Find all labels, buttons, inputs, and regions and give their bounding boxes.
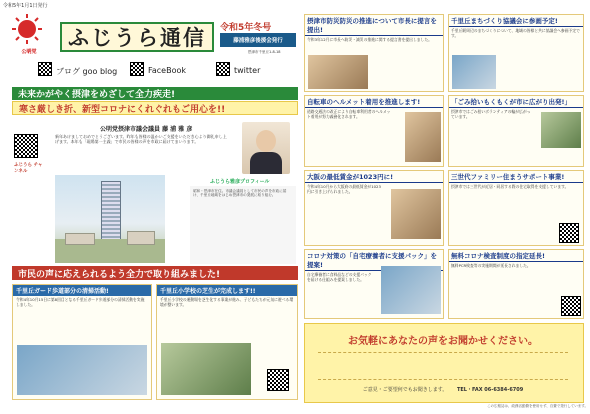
profile-heading: ふじうら雅彦プロフィール (210, 179, 270, 185)
cleanup-text: 令和4年10月15日に第8回目となる千里丘ガード歩道部分の清掃活動を実施しました。 (16, 297, 145, 307)
wage-title: 大阪の最低賃金が1023円に! (305, 171, 443, 183)
illustration-note (14, 180, 50, 260)
wage-photo (391, 189, 441, 239)
issue-label: 令和5年冬号 (220, 23, 272, 33)
trash-text: 摂津市ではごみ拾いボランティアの輪が広がっています。 (451, 109, 531, 119)
helmet-photo (405, 112, 441, 162)
lawn-section (156, 284, 298, 400)
contact-subtitle (318, 386, 568, 393)
family-title: 三世代ファミリー住まうサポート事業! (449, 171, 583, 183)
trash-photo (541, 112, 581, 148)
newsletter-title: ふじうら通信 (68, 25, 206, 50)
blog-qr-code[interactable] (38, 62, 52, 76)
twitter-label[interactable]: twitter (234, 66, 261, 75)
covid-pack-section (304, 249, 444, 319)
facebook-label[interactable]: FaceBook (148, 66, 186, 75)
covid-test-text: 無料PCR検査等の実施期間が延長されました。 (451, 263, 531, 268)
trash-title: 「ごみ拾いもくもくが市に広がり出発!」 (449, 96, 583, 108)
covid-test-title: 無料コロナ検査制度の指定延長! (449, 250, 583, 262)
town-title: 千里丘まちづくり協議会に参画予定! (449, 15, 583, 27)
cleanup-photo (17, 345, 147, 395)
family-section (448, 170, 584, 246)
youtube-label[interactable]: ふじうら チャンネル (14, 163, 43, 174)
facebook-qr-code[interactable] (130, 62, 144, 76)
wage-section (304, 170, 444, 246)
covid-test-section (448, 249, 584, 319)
cleanup-section (12, 284, 152, 400)
publisher-address: 摂津市千里丘1-8-18 (248, 50, 281, 54)
disaster-section (304, 14, 444, 92)
wage-text: 令和4年10月から大阪府の最低賃金が1023円に引き上げられました。 (307, 184, 381, 194)
disaster-photo (308, 55, 368, 89)
covid-pack-title: コロナ対策の「自宅療養者に支援パック」を提案! (305, 250, 443, 271)
covid-pack-text: 自宅療養者に食料品などの支援パックを届ける仕組みを提案しました。 (307, 272, 372, 282)
greeting-banner: 寒さ厳しき折、新型コロナにくれぐれもご用心を!! (12, 101, 298, 115)
citizen-voice-banner: 市民の声に応えられるよう全力で取り組みました! (12, 266, 298, 280)
contact-request: ご意見・ご要望何でもお聞きします。 (362, 387, 448, 393)
cleanup-title: 千里丘ガード歩道部分の清掃活動! (13, 285, 151, 296)
town-photo (452, 55, 496, 89)
party-name: 公明党 (21, 49, 37, 55)
disaster-text: 令和3年12月に市長へ防災・減災の推進に関する提言書を提出しました。 (307, 37, 432, 42)
footer-note: この広報誌は、政務活動費を使用せず、自費で発行しています。 (487, 404, 588, 408)
helmet-section (304, 95, 444, 167)
contact-phone[interactable]: TEL・FAX 06-6384-6709 (456, 387, 524, 393)
covid-test-qr-code[interactable] (561, 296, 581, 316)
youtube-qr-code[interactable] (14, 134, 38, 158)
party-logo-icon (12, 14, 42, 44)
town-text: 千里丘駅周辺のまちづくりについて、地域の皆様と共に協議会へ参画予定です。 (451, 28, 580, 38)
trash-section (448, 95, 584, 167)
profile-text: 昭和・摂津市在住。市議会議員として市民の声を市政に届け、千里丘地域をはじめ摂津市の発展に取り組む。 (190, 186, 296, 264)
author-name: 公明党摂津市議会議員 藤 浦 雅 彦 (100, 126, 193, 133)
lawn-title: 千里丘小学校の芝生が完成します!! (157, 285, 297, 296)
newsletter-title-box (60, 22, 214, 52)
lawn-qr-code[interactable] (267, 369, 289, 391)
family-text: 摂津市では三世代が近居・同居する際の住宅取得を支援しています。 (451, 184, 569, 189)
town-section (448, 14, 584, 92)
helmet-text: 道路交通法の改正により自転車利用者のヘルメット着用が努力義務化されます。 (307, 109, 391, 119)
station-redevelopment-image (55, 175, 165, 263)
twitter-qr-code[interactable] (216, 62, 230, 76)
contact-lines (318, 352, 568, 380)
portrait-photo (242, 122, 290, 174)
lawn-photo (161, 343, 251, 395)
issue-date: 令和5年1月1日発行 (3, 3, 48, 9)
lead-text: 新年あけましておめでとうございます。昨年も皆様の温かいご支援をいただき心より御礼申し上げます。本年も「現場第一主義」で市民の皆様の声を市政に届けてまいります。 (55, 134, 227, 145)
main-slogan-banner: 未来かがやく摂津をめざして全力疾走! (12, 87, 298, 100)
family-qr-code[interactable] (559, 223, 579, 243)
covid-pack-photo (381, 266, 441, 314)
disaster-title: 摂津市防災防災の推進について市長に提言を提出! (305, 15, 443, 36)
contact-title: お気軽にあなたの声をお聞かせください。 (348, 336, 538, 347)
blog-label[interactable]: ブログ goo blog (56, 67, 118, 76)
lawn-text: 千里丘小学校の運動場を芝生化する事業が進み、子どもたちが元気に遊べる環境が整います。 (160, 297, 294, 307)
helmet-title: 自転車のヘルメット着用を推進します! (305, 96, 443, 108)
publisher-box: 藤浦雅彦後援会発行 (220, 33, 296, 47)
